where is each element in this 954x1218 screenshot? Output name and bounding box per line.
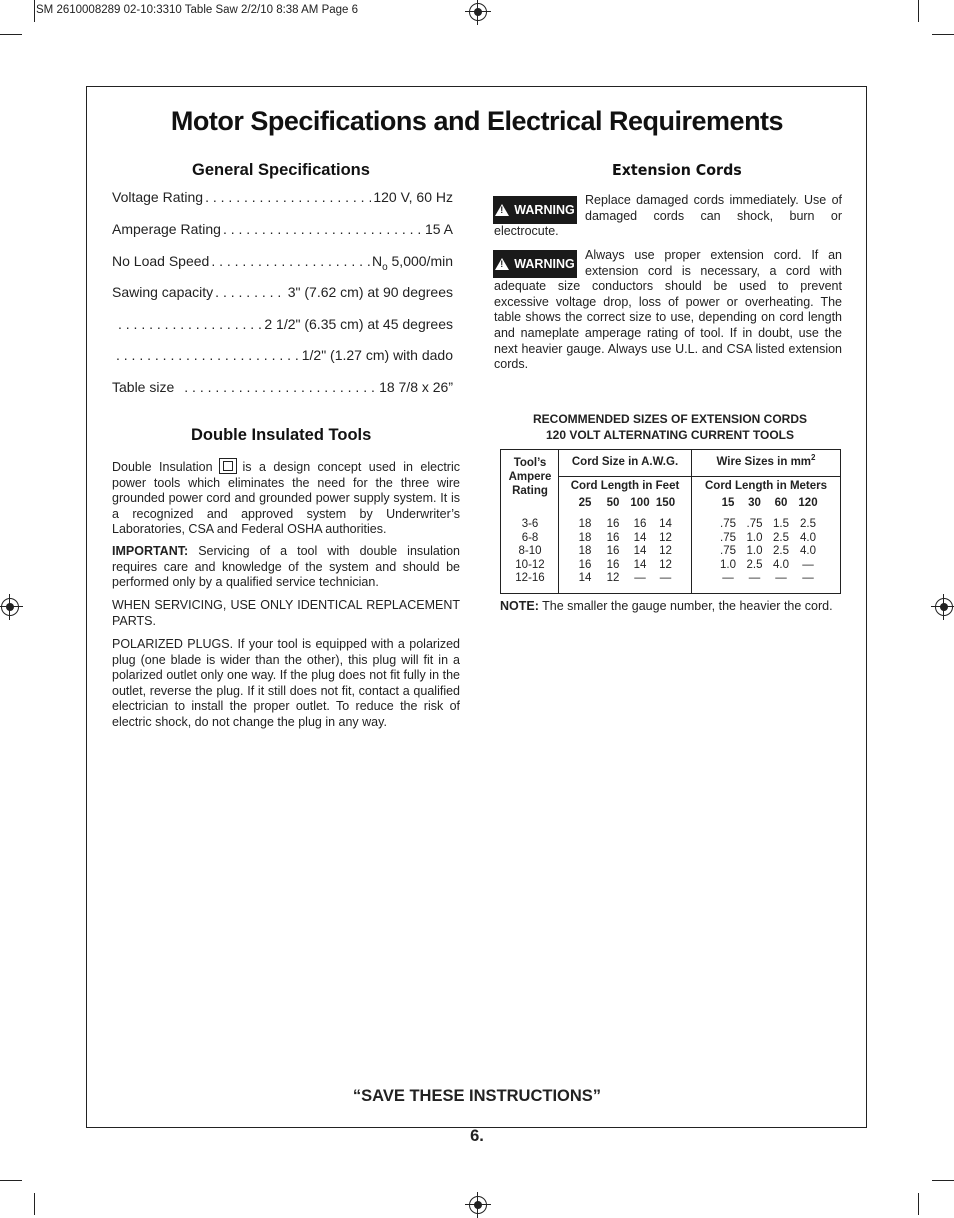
spec-row	[116, 347, 453, 363]
crop-mark	[34, 1193, 35, 1215]
warning-text-1: Replace damaged cords immediately. Use of damaged cords can shock, burn or electrocute.	[494, 193, 842, 239]
spec-label: Table size	[112, 379, 175, 395]
spec-row	[112, 379, 453, 395]
double-insulation-symbol-icon	[219, 458, 237, 474]
registration-mark-icon	[469, 3, 487, 21]
crop-mark	[918, 1193, 919, 1215]
spec-label: No Load Speed	[112, 253, 210, 269]
header-awg: Cord Size in A.W.G.	[571, 456, 679, 468]
subheader-meters: Cord Length in Meters	[704, 480, 828, 492]
spec-value: 15 A	[424, 221, 453, 237]
page-title: Motor Specifications and Electrical Requirements	[170, 106, 784, 136]
general-specs-heading: General Specifications	[192, 161, 370, 179]
warning-badge: ! WARNING	[493, 196, 577, 224]
header-mm: Wire Sizes in $mm^2$	[716, 453, 816, 468]
spec-label: Amperage Rating	[112, 221, 221, 237]
crop-mark	[918, 0, 919, 22]
table-title: RECOMMENDED SIZES OF EXTENSION CORDS 120 VOLT ALTERNATING CURRENT TOOLS	[532, 412, 808, 442]
feet-header-row: 25 50 100 150	[578, 497, 676, 509]
warning-text-2: Always use proper extension cord. If an extension cord is necessary, a cord with adequate size conductors should be used to prevent excessive voltage drop, loss of power or overheating. The table shows the correct size to use, depending on cord length and nameplate amperage rating of tool. If in doubt, use the next heavier gauge. Always use U.L. and CSA listed extension cords.	[494, 248, 842, 372]
ratings-column: 3-6 6-8 8-10 10-12 12-16	[515, 518, 545, 585]
save-instructions: “SAVE THESE INSTRUCTIONS”	[352, 1087, 602, 1105]
table-note: NOTE: The smaller the gauge number, the heavier the cord.	[500, 599, 833, 613]
important-paragraph: IMPORTANT: Servicing of a tool with double insulation requires care and knowledge of the system and should be performed only by a qualified service technician.	[112, 544, 460, 590]
spec-value: 120 V, 60 Hz	[373, 189, 453, 205]
crop-mark	[932, 1180, 954, 1181]
servicing-paragraph: WHEN SERVICING, USE ONLY IDENTICAL REPLACEMENT PARTS.	[112, 598, 460, 628]
spec-row	[112, 284, 453, 300]
extension-cords-heading: Extension Cords	[612, 161, 742, 179]
spec-row	[112, 189, 453, 205]
spec-value: 1/2" (1.27 cm) with dado	[301, 347, 453, 363]
page-number: 6.	[470, 1127, 484, 1145]
warning-triangle-icon: !	[495, 204, 509, 216]
print-slug: SM 2610008289 02-10:3310 Table Saw 2/2/10 8:38 AM Page 6	[36, 4, 359, 16]
meters-header-row: 15 30 60 120	[721, 497, 818, 509]
registration-mark-icon	[1, 598, 19, 616]
polarized-plugs-paragraph: POLARIZED PLUGS. If your tool is equipped with a polarized plug (one blade is wider than the other), this plug will fit in a polarized outlet only one way. If the plug does not fit fully in the outlet, reverse the plug. If it still does not fit, contact a qualified electrician to install the proper outlet. To reduce the risk of electric shock, do not change the plug in any way.	[112, 637, 460, 729]
spec-value: 2 1/2" (6.35 cm) at 45 degrees	[264, 316, 453, 332]
double-insulated-heading: Double Insulated Tools	[191, 426, 372, 444]
crop-mark	[932, 34, 954, 35]
spec-row	[118, 316, 453, 332]
insulation-paragraph: Double Insulation is a design concept used in electric power tools which eliminates the need for the three wire grounded power cord and grounded power supply system. It is a recognized and approved system by Underwriter’s Laboratories, CSA and Federal OSHA authorities.	[112, 460, 460, 537]
mm-values: .75 .75 1.5 2.5 .75 1.0 2.5 4.0 .75 1.0 2.5 4.0 1.0 2.5 4.0 — — — — —	[720, 518, 816, 585]
spec-row	[112, 221, 453, 237]
crop-mark	[0, 1180, 22, 1181]
spec-value: 3" (7.62 cm) at 90 degrees	[287, 284, 453, 300]
registration-mark-icon	[935, 598, 953, 616]
extension-cord-table	[500, 449, 841, 594]
header-tool-rating: Tool’s Ampere Rating	[508, 457, 552, 497]
subheader-feet: Cord Length in Feet	[570, 480, 680, 492]
awg-values: 18 16 16 14 18 16 14 12 18 16 14 12 16 16 14 12 14 12 — —	[578, 518, 672, 585]
spec-value: 18 7/8 x 26”	[379, 379, 453, 395]
registration-mark-icon	[469, 1196, 487, 1214]
spec-value: $N_o$ 5,000/min	[371, 253, 453, 273]
spec-row	[112, 253, 453, 273]
spec-label: Voltage Rating	[112, 189, 204, 205]
spec-label: Sawing capacity	[112, 284, 214, 300]
crop-mark	[34, 0, 35, 22]
warning-triangle-icon: !	[495, 258, 509, 270]
warning-badge: ! WARNING	[493, 250, 577, 278]
crop-mark	[0, 34, 22, 35]
